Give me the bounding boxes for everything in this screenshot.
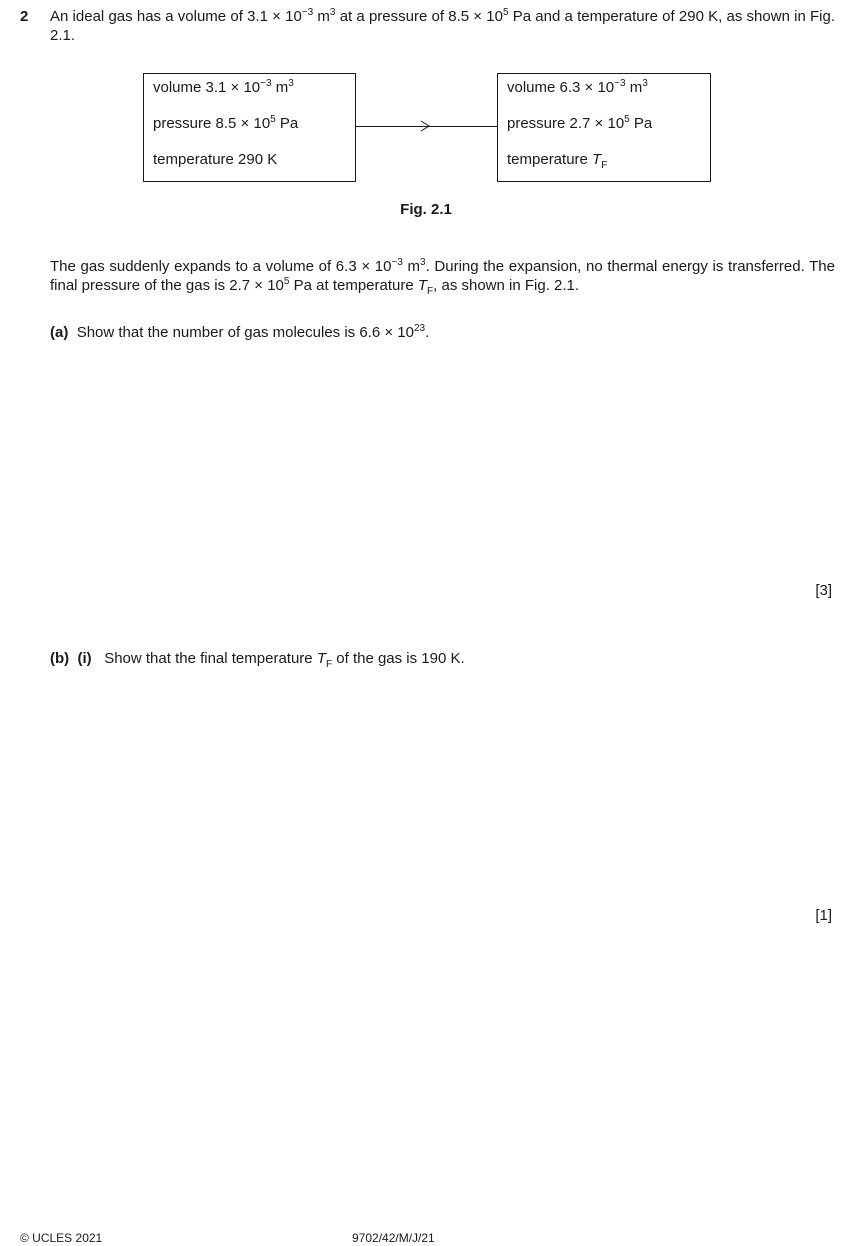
part-a-question: (a) Show that the number of gas molecules is $6.6 \times 10^{23}$. bbox=[50, 323, 430, 341]
final-pressure: pressure $2.7 \times 10^5$ Pa bbox=[507, 114, 653, 132]
initial-pressure: pressure $8.5 \times 10^5$ Pa bbox=[153, 114, 299, 132]
part-b-i-label: (i) bbox=[77, 650, 92, 667]
arrow-right-icon bbox=[419, 120, 431, 132]
question-number: 2 bbox=[20, 8, 29, 25]
final-state-box bbox=[497, 73, 711, 182]
part-b-label: (b) bbox=[50, 650, 70, 667]
part-b-i-marks: [1] bbox=[815, 907, 832, 924]
final-volume: volume $6.3 \times 10^{-3}$ $m^3$ bbox=[507, 78, 648, 96]
part-a-marks: [3] bbox=[815, 582, 832, 599]
footer-copyright: © UCLES 2021 bbox=[20, 1231, 103, 1245]
part-a-label: (a) bbox=[50, 324, 69, 341]
expansion-paragraph: The gas suddenly expands to a volume of $6.3 \times 10^{-3}$ $m^3$. During the expansion, no thermal energy is transferred. The final pressure of the gas is $2.7 \times 10^5$ Pa at temperature $T_F$, as shown in Fig. 2.1. bbox=[50, 257, 835, 297]
footer-paper-code: 9702/42/M/J/21 bbox=[352, 1231, 435, 1245]
initial-volume: volume $3.1 \times 10^{-3}$ $m^3$ bbox=[153, 78, 294, 96]
initial-state-box bbox=[143, 73, 356, 182]
part-b-i-question: (b) (i) Show that the final temperature $T_F$ of the gas is 190 K. bbox=[50, 650, 465, 670]
figure-caption: Fig. 2.1 bbox=[400, 201, 452, 218]
final-temperature: temperature $T_F$ bbox=[507, 151, 608, 171]
initial-temperature: temperature 290 K bbox=[153, 151, 278, 168]
question-intro: An ideal gas has a volume of $3.1 \times 10^{-3}$ $m^3$ at a pressure of $8.5 \times 10^5$ Pa and a temperature of 290 K, as shown in Fig. 2.1. bbox=[50, 7, 836, 44]
